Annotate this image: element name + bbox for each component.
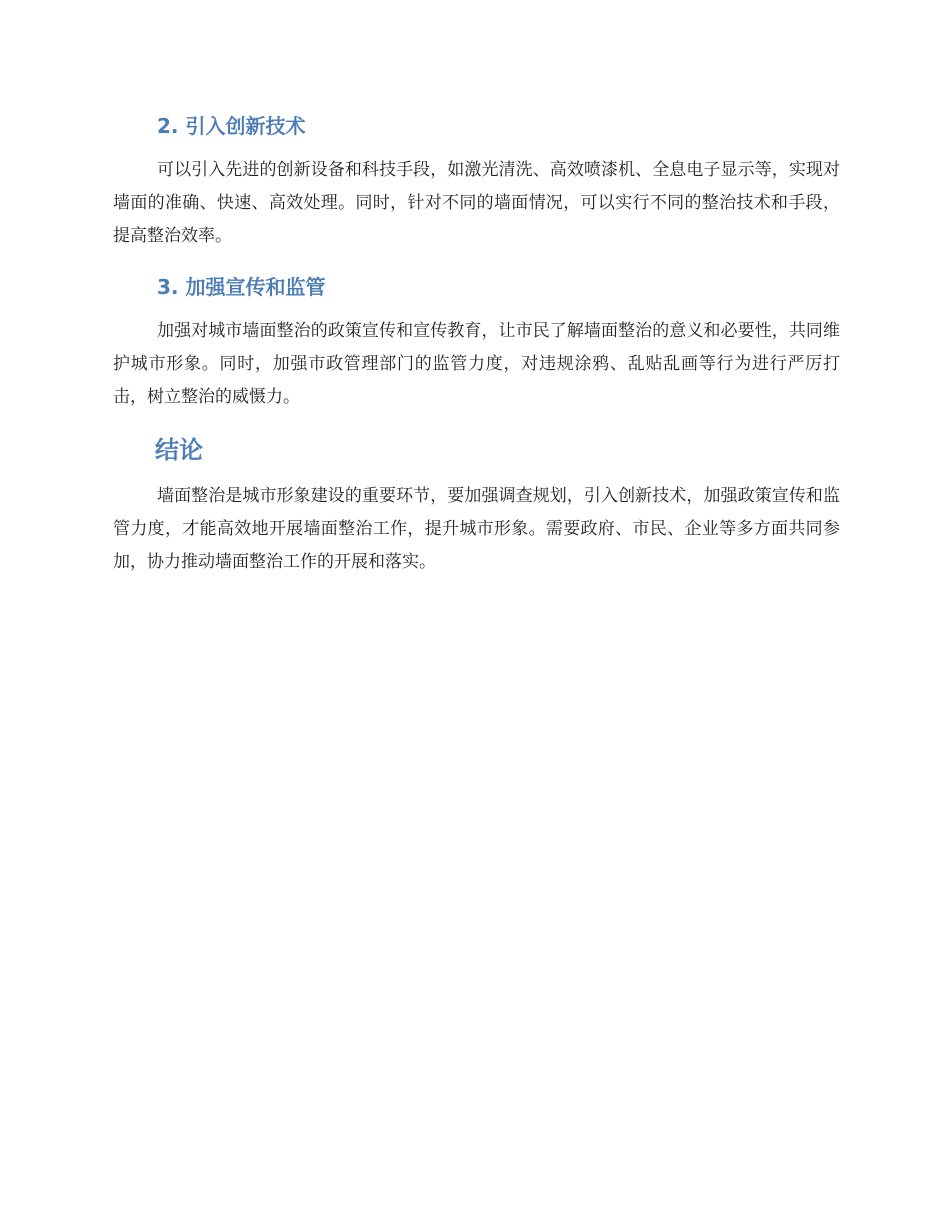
conclusion-heading: 结论 bbox=[155, 436, 203, 464]
section-heading-innovation: 2. 引入创新技术 bbox=[157, 114, 306, 138]
section-paragraph-publicity: 加强对城市墙面整治的政策宣传和宣传教育，让市民了解墙面整治的意义和必要性，共同维护城市形象。同时，加强市政管理部门的监管力度，对违规涂鸦、乱贴乱画等行为进行严厉打击，树立整治的威慑力。 bbox=[113, 321, 840, 407]
conclusion-paragraph: 墙面整治是城市形象建设的重要环节，要加强调查规划，引入创新技术，加强政策宣传和监管力度，才能高效地开展墙面整治工作，提升城市形象。需要政府、市民、企业等多方面共同参加，协力推动墙面整治工作的开展和落实。 bbox=[113, 486, 840, 572]
section-paragraph-innovation: 可以引入先进的创新设备和科技手段，如激光清洗、高效喷漆机、全息电子显示等，实现对墙面的准确、快速、高效处理。同时，针对不同的墙面情况，可以实行不同的整治技术和手段，提高整治效率。 bbox=[113, 160, 840, 246]
section-heading-publicity: 3. 加强宣传和监管 bbox=[157, 275, 326, 299]
document-content bbox=[113, 106, 840, 593]
